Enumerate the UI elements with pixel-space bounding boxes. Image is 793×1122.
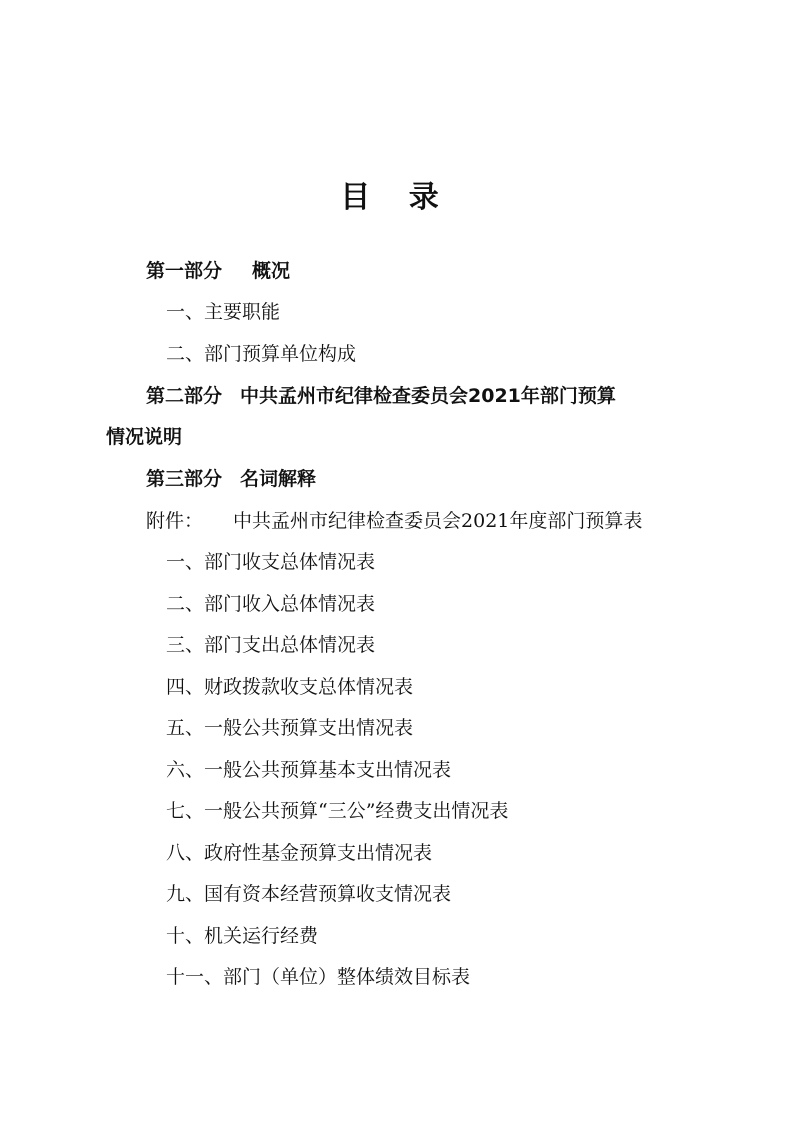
part3-label: 第三部分	[146, 468, 223, 490]
part1-heading	[146, 257, 290, 285]
part3-name: 名词解释	[240, 468, 317, 490]
part1-item: 二、部门预算单位构成	[166, 343, 357, 365]
appendix-item: 五、一般公共预算支出情况表	[166, 717, 414, 739]
page-title: 目 录	[340, 180, 453, 215]
appendix-title: 中共孟州市纪律检查委员会2021年度部门预算表	[233, 510, 643, 532]
appendix-item: 十、机关运行经费	[166, 925, 319, 947]
part3-heading	[146, 465, 316, 493]
part2-label: 第二部分	[146, 385, 223, 407]
appendix-heading	[146, 507, 642, 535]
part1-item: 一、主要职能	[166, 301, 281, 323]
part2-heading	[146, 382, 616, 410]
appendix-item: 三、部门支出总体情况表	[166, 634, 376, 656]
appendix-item: 八、政府性基金预算支出情况表	[166, 842, 433, 864]
appendix-item: 六、一般公共预算基本支出情况表	[166, 759, 452, 781]
appendix-item: 一、部门收支总体情况表	[166, 551, 376, 573]
appendix-item: 十一、部门（单位）整体绩效目标表	[166, 966, 471, 988]
appendix-item: 四、财政拨款收支总体情况表	[166, 676, 414, 698]
appendix-item: 七、一般公共预算“三公”经费支出情况表	[166, 800, 509, 822]
appendix-label: 附件：	[146, 510, 204, 532]
part1-label: 第一部分	[146, 260, 223, 282]
part1-name: 概况	[252, 260, 291, 282]
part2-name-line1: 中共孟州市纪律检查委员会2021年部门预算	[240, 385, 616, 407]
part2-name-line2: 情况说明	[106, 426, 183, 448]
appendix-item: 九、国有资本经营预算收支情况表	[166, 883, 452, 905]
appendix-item: 二、部门收入总体情况表	[166, 593, 376, 615]
